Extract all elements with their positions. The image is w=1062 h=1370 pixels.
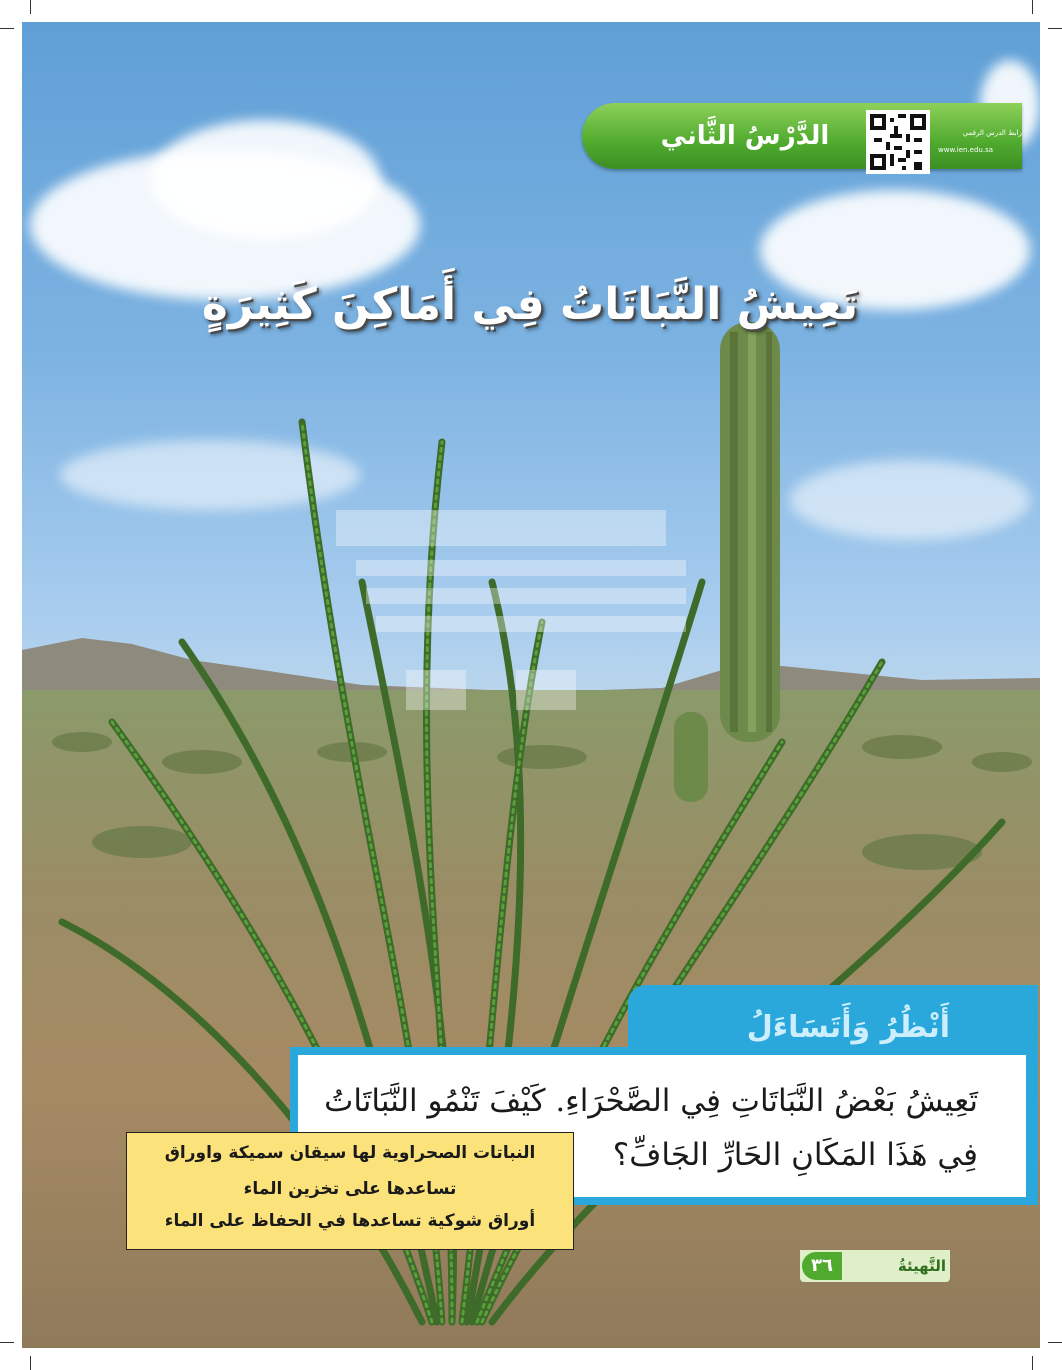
note-line-3: أوراق شوكية تساعدها في الحفاظ على الماء	[164, 1211, 536, 1231]
look-and-wonder-label: أَنْظُرُ وَأَتَسَاءَلُ	[746, 1010, 950, 1045]
lesson-title: تَعِيشُ النَّبَاتَاتُ فِي أَمَاكِنَ كَثِيرَةٍ	[201, 279, 859, 330]
crop-mark	[1032, 0, 1033, 14]
question-line-2: فِي هَذَا المَكَانِ الحَارِّ الجَافِّ؟	[612, 1137, 978, 1173]
note-line-2: تساعدها على تخزين الماء	[243, 1179, 457, 1199]
answer-note	[126, 1132, 574, 1250]
crop-mark	[1048, 1342, 1062, 1343]
lesson-label: الدَّرْسُ الثَّاني	[660, 121, 830, 151]
qr-code-icon[interactable]	[866, 110, 930, 174]
page-number: ٣٦	[802, 1252, 842, 1280]
crop-mark	[1032, 1356, 1033, 1370]
crop-mark	[0, 1342, 14, 1343]
watermark-logo	[336, 510, 716, 720]
crop-mark	[0, 28, 14, 29]
note-line-1: النباتات الصحراوية لها سيقان سميكة واوراق	[164, 1143, 536, 1163]
qr-url[interactable]: www.ien.edu.sa	[938, 146, 994, 154]
crop-mark	[30, 0, 31, 14]
crop-mark	[1048, 28, 1062, 29]
unit-label: التَّهيئةُ	[897, 1257, 946, 1275]
crop-mark	[30, 1356, 31, 1370]
question-line-1: تَعِيشُ بَعْضُ النَّبَاتَاتِ فِي الصَّحْرَاءِ. كَيْفَ تَنْمُو النَّبَاتَاتُ	[324, 1083, 978, 1119]
qr-caption: رابط الدرس الرقمي	[962, 129, 1022, 137]
